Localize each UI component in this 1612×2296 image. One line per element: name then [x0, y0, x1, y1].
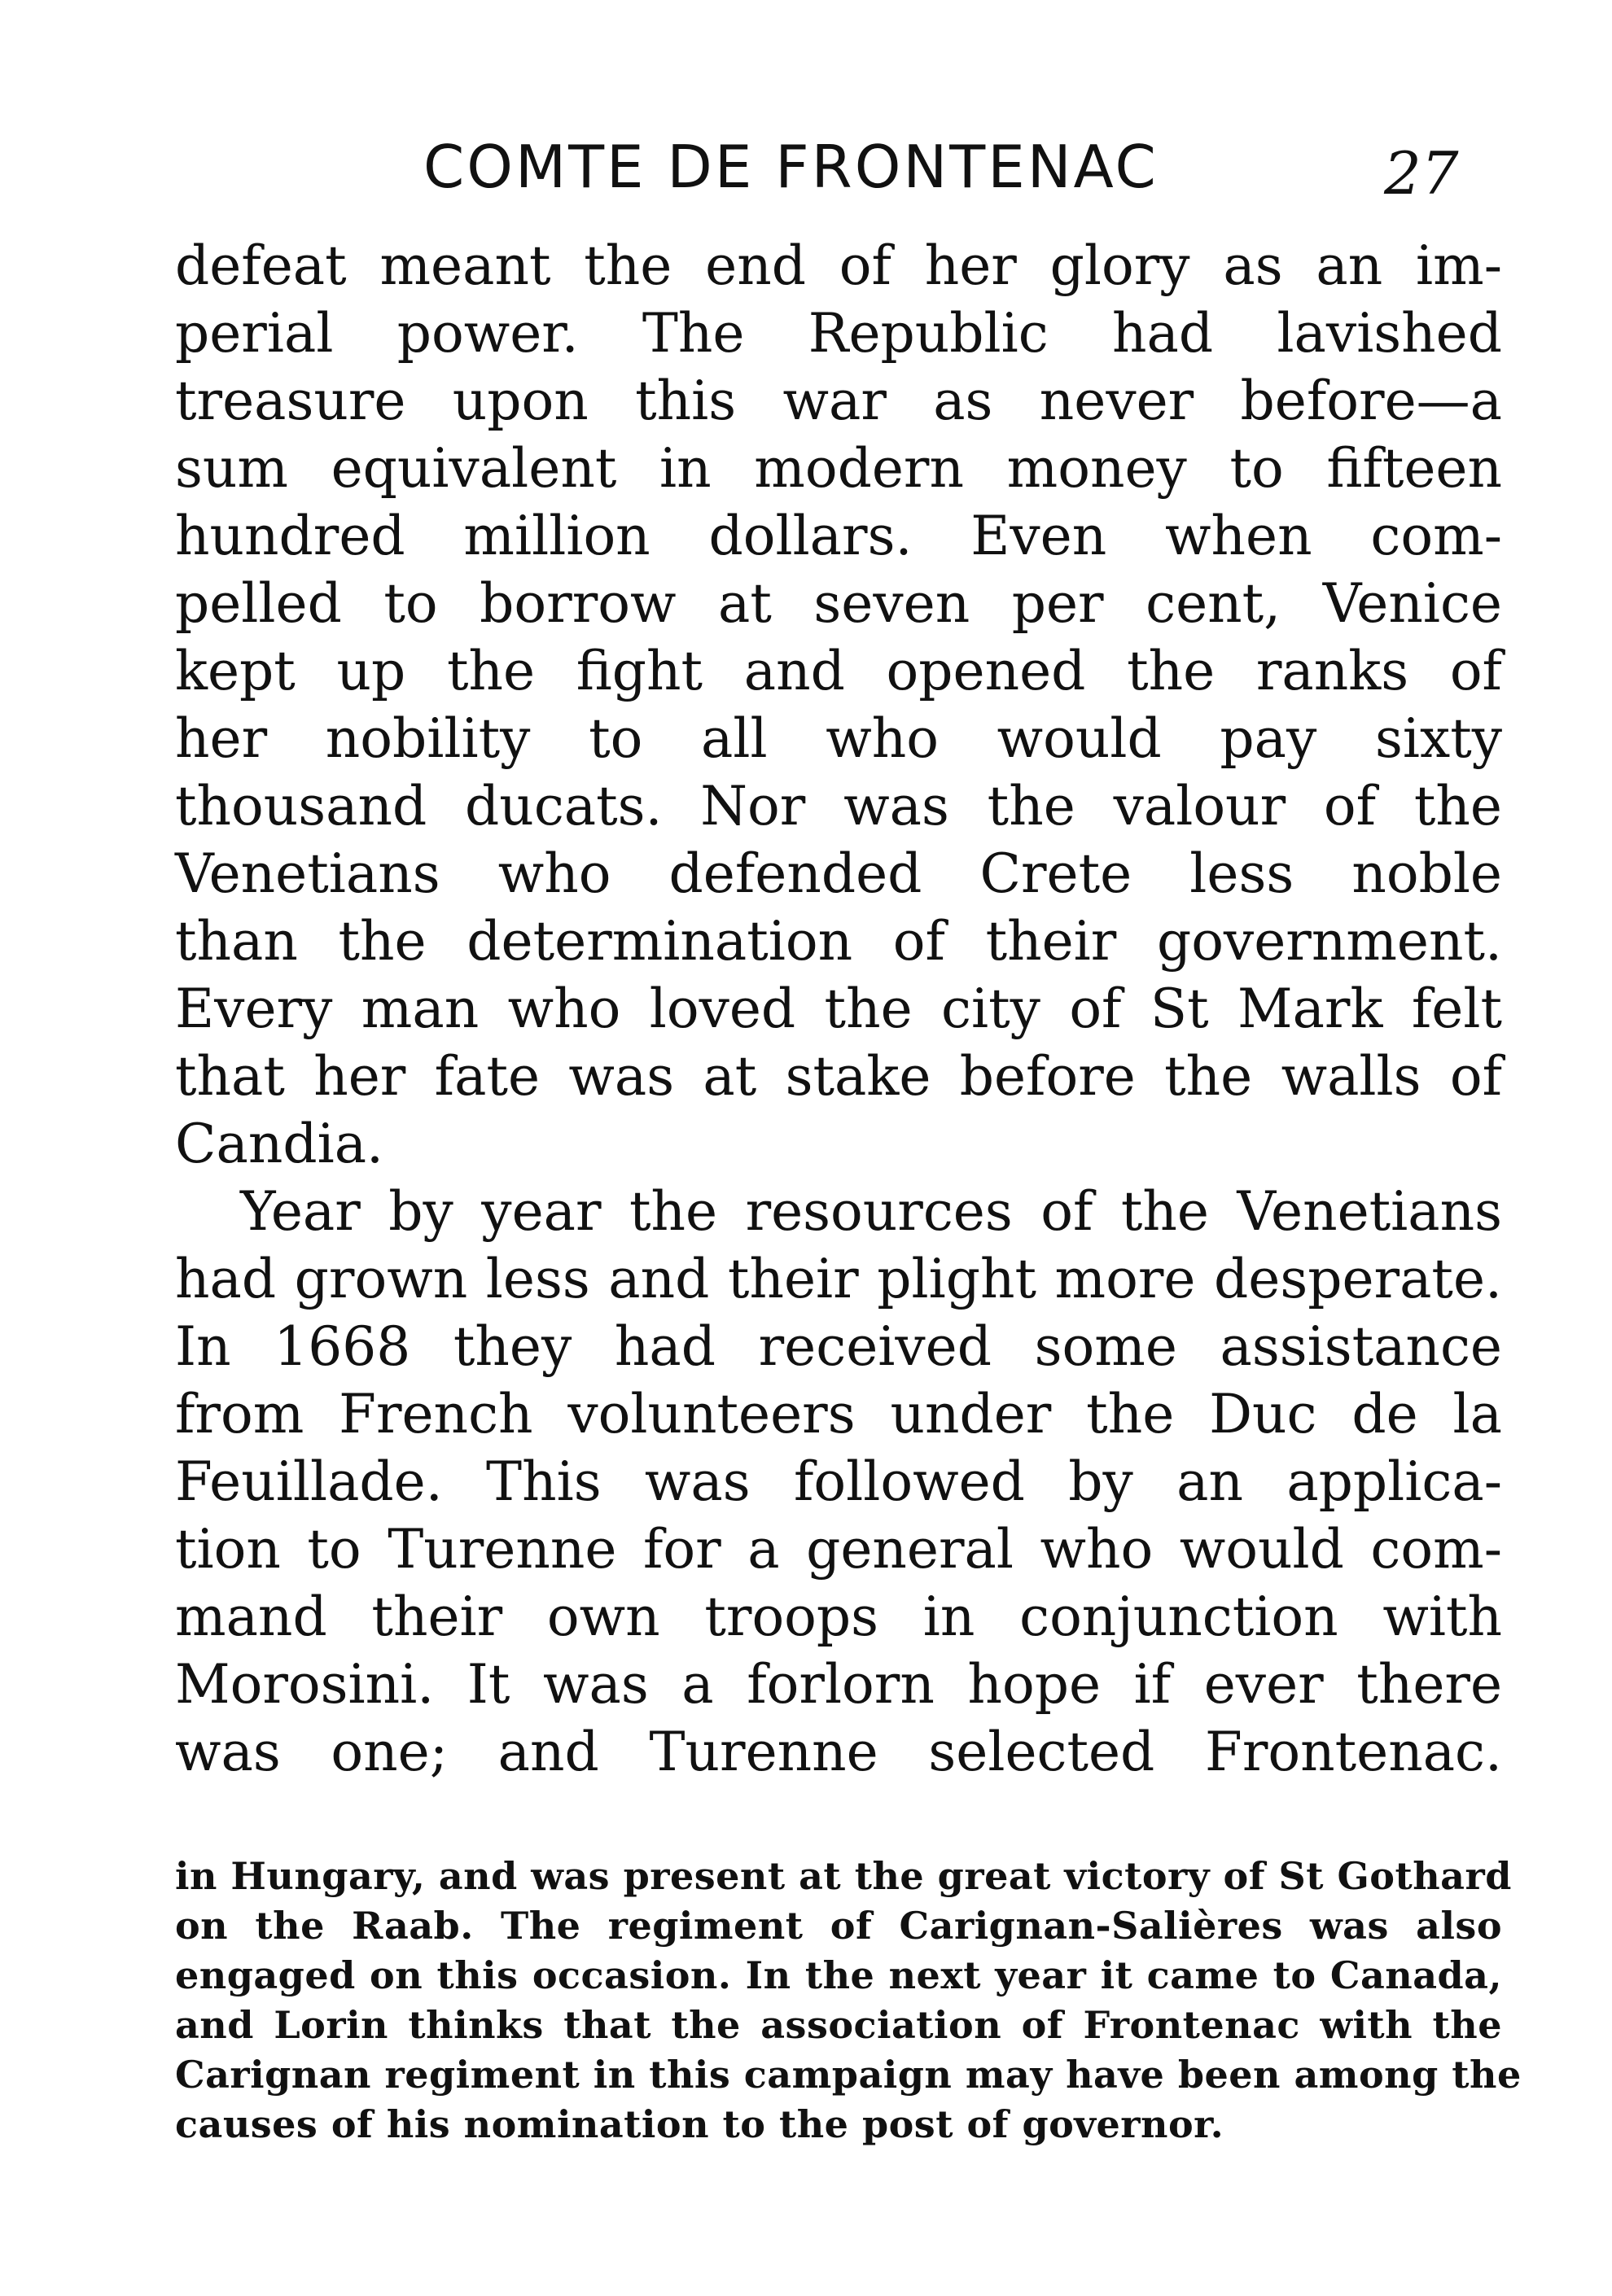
text-line: hundred million dollars. Even when com- — [175, 505, 1502, 567]
text-line: sum equivalent in modern money to fifteen — [175, 437, 1502, 500]
text-line: pelled to borrow at seven per cent, Venice — [175, 572, 1502, 635]
text-line: perial power. The Republic had lavished — [175, 302, 1502, 365]
text-line: In 1668 they had received some assistance — [175, 1315, 1502, 1378]
text-line: mand their own troops in conjunction with — [175, 1585, 1502, 1648]
text-line: that her fate was at stake before the walls of — [175, 1045, 1502, 1108]
footnote-line: and Lorin thinks that the association of Frontenac with the — [175, 2003, 1502, 2047]
text-line: her nobility to all who would pay sixty — [175, 707, 1502, 770]
text-line: Candia. — [175, 1113, 384, 1175]
text-line: treasure upon this war as never before—a — [175, 370, 1502, 432]
paragraph-2 — [175, 1178, 1502, 1786]
footnote-line: in Hungary, and was present at the great victory of St Gothard — [175, 1854, 1512, 1898]
text-line: Every man who loved the city of St Mark felt — [175, 977, 1502, 1040]
text-line: Venetians who defended Crete less noble — [175, 842, 1502, 905]
text-line: had grown less and their plight more desperate. — [175, 1248, 1502, 1310]
text-line: Feuillade. This was followed by an applica- — [175, 1450, 1502, 1513]
text-line: defeat meant the end of her glory as an im- — [175, 234, 1502, 297]
text-line: Year by year the resources of the Venetians — [240, 1180, 1502, 1243]
text-line: was one; and Turenne selected Frontenac. — [175, 1721, 1502, 1783]
text-line: kept up the fight and opened the ranks of — [175, 640, 1502, 702]
footnote-line: Carignan regiment in this campaign may have been among the — [175, 2053, 1522, 2097]
footnote-line: on the Raab. The regiment of Carignan-Salières was also — [175, 1904, 1502, 1948]
page-number: 27 — [1384, 139, 1459, 208]
text-line: than the determination of their government. — [175, 910, 1502, 973]
text-line: thousand ducats. Nor was the valour of the — [175, 775, 1502, 837]
footnote-line: engaged on this occasion. In the next year it came to Canada, — [175, 1953, 1502, 1997]
page-header — [0, 122, 1612, 212]
paragraph-1 — [175, 232, 1502, 1178]
text-line: tion to Turenne for a general who would com- — [175, 1518, 1502, 1581]
running-title: COMTE DE FRONTENAC — [423, 133, 1159, 201]
text-line: from French volunteers under the Duc de la — [175, 1383, 1502, 1445]
text-line: Morosini. It was a forlorn hope if ever there — [175, 1653, 1502, 1716]
body-text — [175, 232, 1502, 1786]
footnote — [175, 1852, 1522, 2149]
footnote-line: causes of his nomination to the post of governor. — [175, 2102, 1224, 2146]
